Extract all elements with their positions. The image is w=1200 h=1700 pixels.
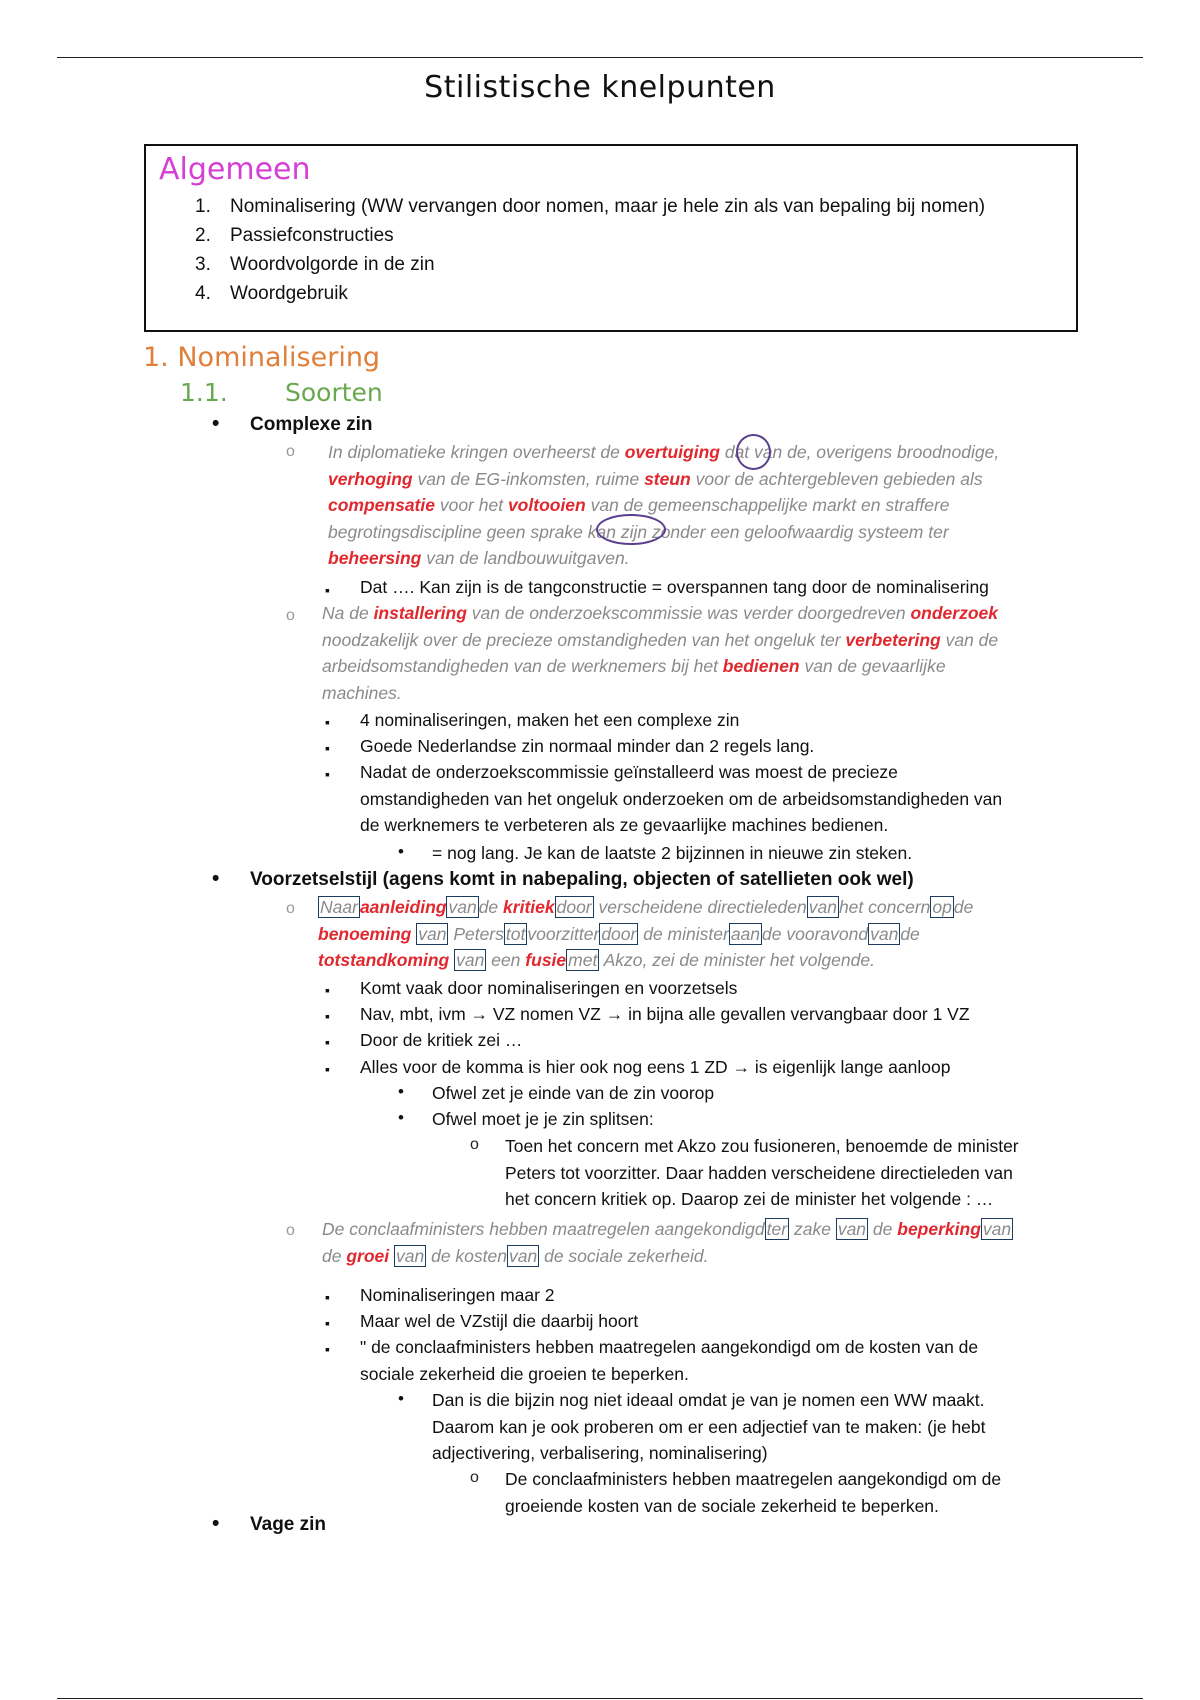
bullet-icon: • <box>398 1389 404 1408</box>
circle-bullet-icon: o <box>286 607 295 624</box>
section-heading: 1. Nominalisering <box>143 342 381 373</box>
square-bullet-icon: ▪ <box>325 1061 330 1077</box>
note-text: Nadat de onderzoekscommissie geïnstalleerd was moest de precieze omstandigheden van het ongeluk onderzoeken om de arbeidsomstandigheden van de werknemers te verbeteren als ze gevaarlijke machines bedienen. <box>360 762 1003 835</box>
summary-box: Algemeen 1. Nominalisering (WW vervangen door nomen, maar je hele zin als van bepaling bij nomen) 2. Passiefconstructies 3. Woordvolgorde in de zin 4. Woordgebruik <box>144 144 1078 332</box>
example-paragraph: De conclaafministers hebben maatregelen aangekondigd ter zake van de beperking van de groei van de kosten van de sociale zekerheid. <box>322 1219 1012 1266</box>
note-text: = nog lang. Je kan de laatste 2 bijzinnen in nieuwe zin steken. <box>432 843 913 863</box>
square-bullet-icon: ▪ <box>325 1008 330 1024</box>
example-paragraph: Na de installering van de onderzoekscommissie was verder doorgedreven onderzoek noodzakelijk over de precieze omstandigheden van het ongeluk ter verbetering van de arbeidsomstandigheden van de werknemers bij het bedienen van de gevaarlijke machines. <box>322 603 999 703</box>
note-text: Ofwel moet je je zin splitsen: <box>432 1109 654 1129</box>
note-text: Alles voor de komma is hier ook nog eens 1 ZD → is eigenlijk lange aanloop <box>360 1057 951 1077</box>
note-text: Nav, mbt, ivm → VZ nomen VZ → in bijna alle gevallen vervangbaar door 1 VZ <box>360 1004 970 1024</box>
note-text: De conclaafministers hebben maatregelen aangekondigd om de groeiende kosten van de sociale zekerheid te beperken. <box>505 1469 1002 1516</box>
circle-bullet-icon: o <box>470 1469 479 1486</box>
note-text: Door de kritiek zei … <box>360 1030 523 1050</box>
bottom-rule <box>57 1698 1143 1699</box>
example-paragraph: In diplomatieke kringen overheerst de overtuiging dat van de, overigens broodnodige, verhoging van de EG-inkomsten, ruime steun voor de achtergebleven gebieden als compensatie voor het voltooien van de gemeenschappelijke markt en straffere begrotingsdiscipline geen sprake kan zijn zonder een geloofwaardig systeem ter beheersing van de landbouwuitgaven. <box>328 442 1000 568</box>
square-bullet-icon: ▪ <box>325 1289 330 1305</box>
note-text: Maar wel de VZstijl die daarbij hoort <box>360 1311 639 1331</box>
square-bullet-icon: ▪ <box>325 1034 330 1050</box>
square-bullet-icon: ▪ <box>325 1315 330 1331</box>
circle-bullet-icon: o <box>286 443 295 460</box>
square-bullet-icon: ▪ <box>325 766 330 782</box>
note-text: " de conclaafministers hebben maatregelen aangekondigd om de kosten van de sociale zekerheid die groeien te beperken. <box>360 1337 979 1384</box>
square-bullet-icon: ▪ <box>325 982 330 998</box>
bullet-icon: • <box>398 1108 404 1127</box>
note-text: Dan is die bijzin nog niet ideaal omdat je van je nomen een WW maakt. Daarom kan je ook proberen om er een adjectief van te maken: (je hebt adjectivering, verbalisering, nominalisering) <box>432 1390 986 1463</box>
subsection-number: 1.1. <box>180 378 228 407</box>
summary-heading: Algemeen <box>159 152 311 187</box>
note-text: Toen het concern met Akzo zou fusioneren, benoemde de minister Peters tot voorzitter. Daar hadden verscheidene directieleden van het concern kritiek op. Daarop zei de minister het volgende : … <box>505 1136 1019 1209</box>
note-text: Komt vaak door nominaliseringen en voorzetsels <box>360 978 738 998</box>
square-bullet-icon: ▪ <box>325 1341 330 1357</box>
page-title: Stilistische knelpunten <box>424 70 776 105</box>
top-rule <box>57 57 1143 58</box>
bullet-icon: • <box>398 1082 404 1101</box>
note-text: Nominaliseringen maar 2 <box>360 1285 555 1305</box>
bullet-icon: • <box>212 867 220 890</box>
square-bullet-icon: ▪ <box>325 740 330 756</box>
circle-bullet-icon: o <box>286 900 295 917</box>
example-paragraph: Naar aanleiding van de kritiek door verscheidene directieleden van het concern op de benoeming van Peters tot voorzitter door de minister aan de vooravond van de totstandkoming van een fusie met Akzo, zei de minister het volgende. <box>318 897 974 970</box>
subsection-heading: Soorten <box>285 378 383 407</box>
note-text: Goede Nederlandse zin normaal minder dan 2 regels lang. <box>360 736 815 756</box>
voorzetsel-label: Voorzetselstijl (agens komt in nabepaling, objecten of satellieten ook wel) <box>250 869 914 890</box>
vage-label: Vage zin <box>250 1514 327 1535</box>
note-text: Ofwel zet je einde van de zin voorop <box>432 1083 715 1103</box>
complex-label: Complexe zin <box>250 414 373 435</box>
square-bullet-icon: ▪ <box>325 714 330 730</box>
circle-bullet-icon: o <box>286 1222 295 1239</box>
bullet-icon: • <box>212 1512 220 1535</box>
annotation-circle <box>736 434 771 470</box>
note-text: 4 nominaliseringen, maken het een complexe zin <box>360 710 740 730</box>
circle-bullet-icon: o <box>470 1136 479 1153</box>
bullet-icon: • <box>212 412 220 435</box>
note-text: Dat …. Kan zijn is de tangconstructie = overspannen tang door de nominalisering <box>360 577 989 597</box>
square-bullet-icon: ▪ <box>325 582 330 598</box>
annotation-circle <box>596 514 666 545</box>
bullet-icon: • <box>398 842 404 861</box>
